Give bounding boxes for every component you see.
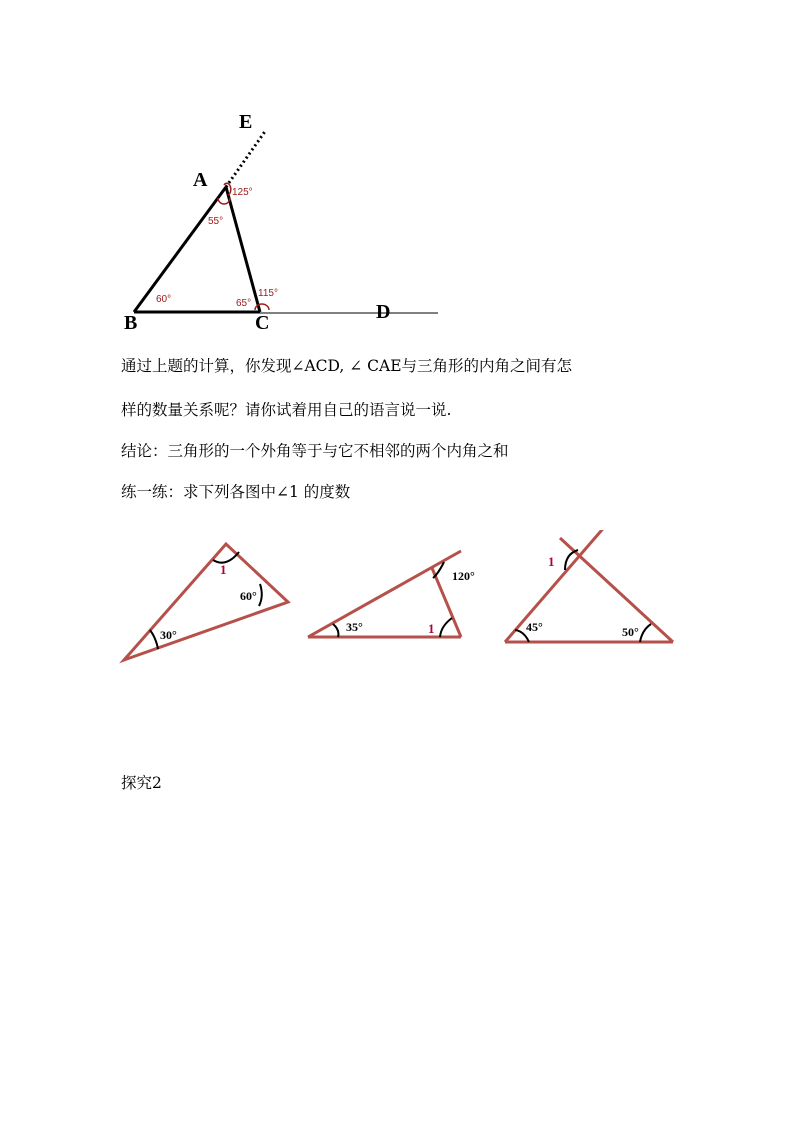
explore-2-heading: 探究2 xyxy=(121,774,162,792)
ex2-angle-120: 120° xyxy=(452,569,475,583)
ex1-angle-60: 60° xyxy=(240,589,257,603)
segment-ac xyxy=(226,187,260,312)
question-line-1: 通过上题的计算，你发现∠ACD, ∠ CAE与三角形的内角之间有怎 xyxy=(121,357,573,375)
label-c: C xyxy=(255,312,270,334)
angle-label-65: 65° xyxy=(236,298,252,309)
angle-label-60: 60° xyxy=(156,294,172,305)
ex1-angle-1: 1 xyxy=(220,562,227,577)
angle-label-55: 55° xyxy=(208,216,224,227)
ex2-angle-1: 1 xyxy=(428,621,435,636)
segment-ab xyxy=(134,187,226,312)
question-line-2: 样的数量关系呢？请你试着用自己的语言说一说. xyxy=(121,401,452,419)
label-d: D xyxy=(376,301,391,323)
triangle-exterior-angle-figure xyxy=(0,0,794,340)
exercise-1-triangle xyxy=(124,544,288,660)
angle-label-125: 125° xyxy=(232,187,253,198)
ex2-angle-35: 35° xyxy=(346,620,363,634)
ex3-angle-45: 45° xyxy=(526,620,543,634)
ex1-angle-30: 30° xyxy=(160,628,177,642)
ex3-angle-50: 50° xyxy=(622,625,639,639)
ex3-angle-1: 1 xyxy=(548,554,555,569)
angle-label-115: 115° xyxy=(258,288,278,299)
exercise-3-triangle xyxy=(505,530,673,642)
exercise-figures xyxy=(0,530,794,710)
label-a: A xyxy=(193,169,208,191)
exercise-2-triangle xyxy=(308,551,475,637)
practice-line: 练一练：求下列各图中∠1 的度数 xyxy=(121,483,351,501)
conclusion-line: 结论：三角形的一个外角等于与它不相邻的两个内角之和 xyxy=(121,442,509,460)
label-e: E xyxy=(239,111,253,133)
label-b: B xyxy=(124,312,138,334)
segment-ce-dotted xyxy=(226,130,266,187)
